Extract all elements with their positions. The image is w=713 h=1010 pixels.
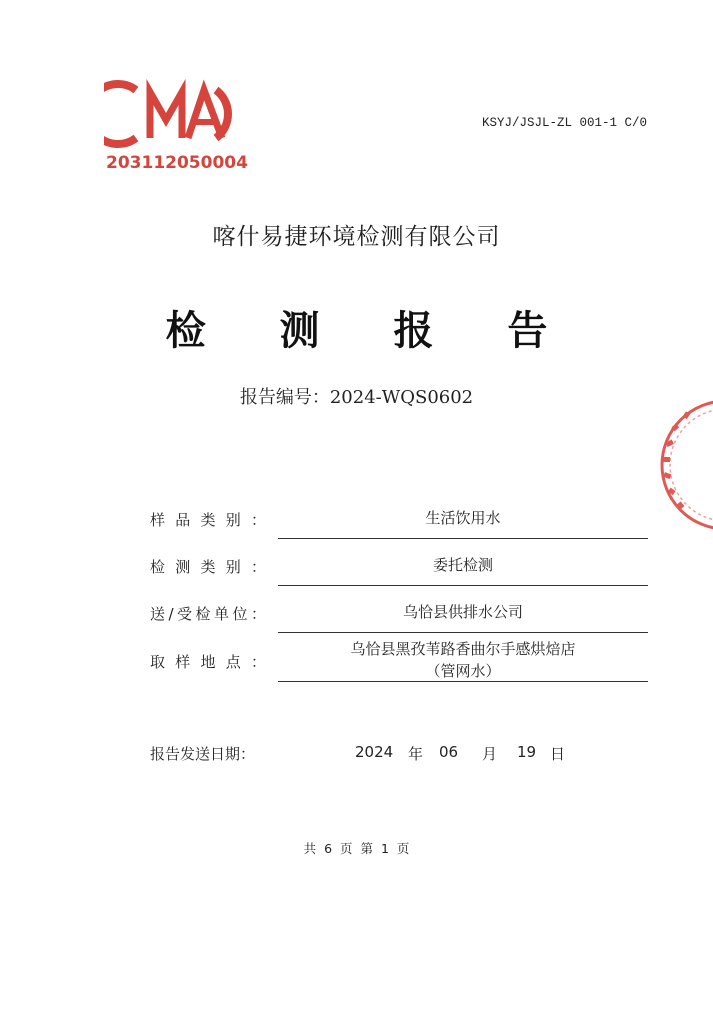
send-date-year-unit: 年 [408, 745, 424, 763]
send-date-label: 报告发送日期： [150, 745, 256, 763]
sample-category-label: 样品类别： [150, 511, 266, 529]
sampling-location-label: 取样地点： [150, 653, 266, 671]
document-code: KSYJ/JSJL-ZL 001-1 C/0 [481, 116, 647, 130]
report-number: 报告编号：2024-WQS0602 [239, 387, 474, 408]
client-unit-label: 送/受检单位： [150, 605, 266, 623]
field-underline [278, 585, 648, 586]
send-date-day: 19 [517, 743, 537, 761]
send-date-month: 06 [439, 743, 459, 761]
client-unit-value: 乌恰县供排水公司 [402, 603, 523, 621]
sample-category-value: 生活饮用水 [425, 509, 501, 527]
sampling-location-note: （管网水） [425, 662, 501, 680]
field-underline [278, 681, 648, 682]
send-date-day-unit: 日 [550, 745, 566, 763]
send-date-year: 2024 [355, 743, 394, 761]
send-date-month-unit: 月 [482, 745, 498, 763]
test-category-label: 检测类别： [150, 558, 266, 576]
field-underline [278, 538, 648, 539]
cma-certificate-number: 203112050004 [106, 153, 248, 173]
report-title: 检 测 报 告 [165, 307, 578, 354]
red-seal-partial-icon [648, 395, 713, 535]
test-category-value: 委托检测 [432, 556, 493, 574]
page-counter: 共 6 页 第 1 页 [303, 841, 410, 856]
sampling-location-value: 乌恰县黑孜苇路香曲尔手感烘焙店 [350, 640, 576, 658]
company-name: 喀什易捷环境检测有限公司 [212, 224, 501, 250]
field-underline [278, 632, 648, 633]
